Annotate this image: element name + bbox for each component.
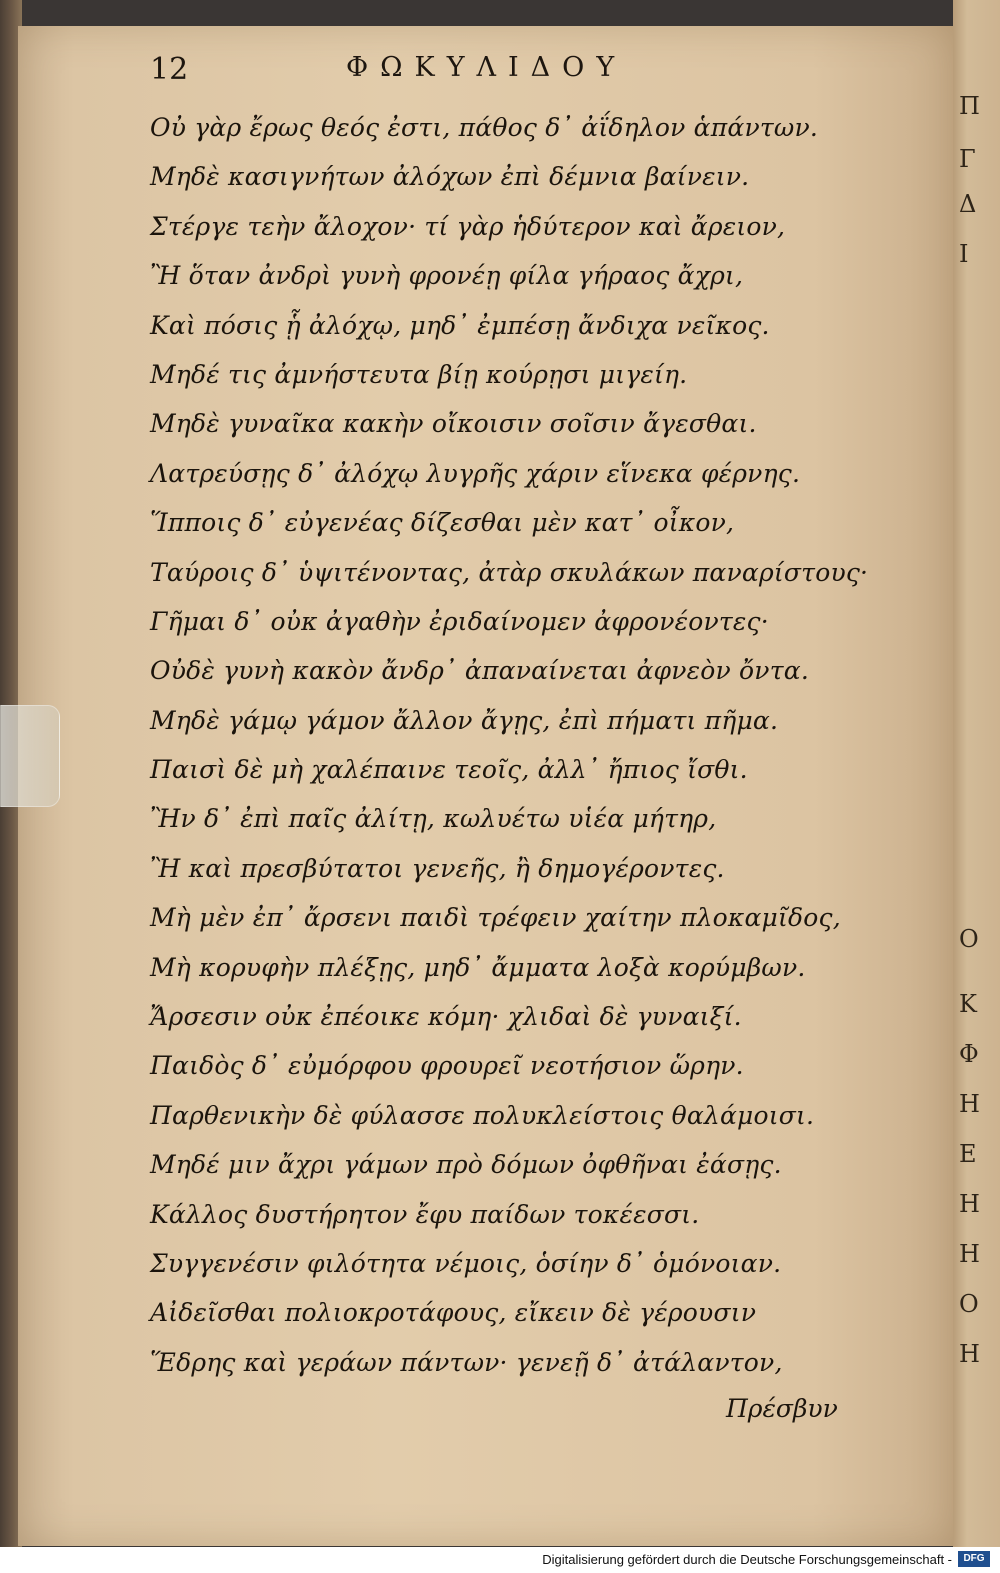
- verse-line: Παισὶ δὲ μὴ χαλέπαινε τεοῖς, ἀλλ᾽ ἤπιος ἴσθι.: [150, 755, 748, 785]
- verse-line: Μηδὲ γυναῖκα κακὴν οἴκοισιν σοῖσιν ἄγεσθαι.: [150, 409, 757, 439]
- facing-page-glyph: Γ: [959, 145, 976, 173]
- verse-line: Ἵπποις δ᾽ εὐγενέας δίζεσθαι μὲν κατ᾽ οἶκον,: [150, 508, 735, 538]
- verse-line: Παιδὸς δ᾽ εὐμόρφου φρουρεῖ νεοτήσιον ὥρην.: [150, 1051, 744, 1081]
- facing-page-glyph: Π: [959, 92, 980, 120]
- funding-credit: Digitalisierung gefördert durch die Deutsche Forschungsgemeinschaft -: [542, 1552, 952, 1567]
- verse-line: Ἢ καὶ πρεσβύτατοι γενεῆς, ἢ δημογέροντες.: [150, 853, 725, 883]
- running-head: ΦΩΚΥΛΙΔΟΥ: [346, 52, 627, 83]
- facing-page-glyph: Ο: [959, 1290, 979, 1318]
- page-number: 12: [150, 52, 189, 87]
- facing-page-glyph: Δ: [959, 190, 977, 218]
- verse-line: Συγγενέσιν φιλότητα νέμοις, ὁσίην δ᾽ ὁμόνοιαν.: [150, 1248, 782, 1278]
- verse-line: Μηδὲ γάμῳ γάμον ἄλλον ἄγῃς, ἐπὶ πήματι πῆμα.: [150, 705, 779, 735]
- verse-line: Λατρεύσῃς δ᾽ ἀλόχῳ λυγρῆς χάριν εἵνεκα φέρνης.: [150, 458, 801, 488]
- facing-page-edge: [953, 0, 1000, 1547]
- facing-page-glyph: Ι: [959, 240, 969, 268]
- facing-page-glyph: Φ: [959, 1040, 979, 1068]
- facing-page-glyph: Η: [959, 1340, 980, 1368]
- page-clip: [0, 705, 60, 807]
- verse-line: Μηδέ τις ἀμνήστευτα βίῃ κούρῃσι μιγείη.: [150, 359, 688, 389]
- verse-lines: [150, 103, 870, 1387]
- facing-page-glyph: Η: [959, 1090, 980, 1118]
- verse-line: Οὐ γὰρ ἔρως θεός ἐστι, πάθος δ᾽ ἀΐδηλον ἁπάντων.: [150, 113, 818, 142]
- page-header: [150, 50, 710, 96]
- facing-page-glyph: Ο: [959, 925, 979, 953]
- verse-line: Μηδέ μιν ἄχρι γάμων πρὸ δόμων ὀφθῆναι ἐάσῃς.: [150, 1150, 782, 1180]
- verse-line: Ἢ ὅταν ἀνδρὶ γυνὴ φρονέῃ φίλα γήραος ἄχρι,: [150, 261, 744, 291]
- facing-page-glyph: Κ: [959, 990, 977, 1018]
- verse-line: Κάλλος δυστήρητον ἔφυ παίδων τοκέεσσι.: [150, 1199, 700, 1229]
- verse-line: Στέργε τεὴν ἄλοχον· τί γὰρ ἡδύτερον καὶ ἄρειον,: [150, 211, 786, 241]
- verse-line: Μὴ κορυφὴν πλέξῃς, μηδ᾽ ἄμματα λοξὰ κορύμβων.: [150, 952, 806, 982]
- verse-line: Μὴ μὲν ἐπ᾽ ἄρσενι παιδὶ τρέφειν χαίτην πλοκαμῖδος,: [150, 903, 841, 933]
- verse-line: Παρθενικὴν δὲ φύλασσε πολυκλείστοις θαλάμοισι.: [150, 1100, 815, 1130]
- footer-bar: [0, 1547, 1000, 1573]
- verse-line: Καὶ πόσις ᾗ ἀλόχῳ, μηδ᾽ ἐμπέσῃ ἄνδιχα νεῖκος.: [150, 310, 770, 340]
- verse-line: Ἄρσεσιν οὐκ ἐπέοικε κόμη· χλιδαὶ δὲ γυναιξί.: [150, 1002, 742, 1032]
- verse-line: Αἰδεῖσθαι πολιοκροτάφους, εἴκειν δὲ γέρουσιν: [150, 1298, 757, 1328]
- verse-line: Μηδὲ κασιγνήτων ἀλόχων ἐπὶ δέμνια βαίνειν.: [150, 162, 750, 192]
- dfg-logo: DFG: [958, 1551, 990, 1567]
- facing-page-glyph: Ε: [959, 1140, 977, 1168]
- verse-line: Ταύροις δ᾽ ὑψιτένοντας, ἀτὰρ σκυλάκων παναρίστους·: [150, 557, 869, 587]
- verse-line: Γῆμαι δ᾽ οὐκ ἀγαθὴν ἐριδαίνομεν ἀφρονέοντες·: [150, 606, 769, 636]
- facing-page-glyph: Η: [959, 1190, 980, 1218]
- verse-line: Ἢν δ᾽ ἐπὶ παῖς ἀλίτῃ, κωλυέτω υἱέα μήτηρ,: [150, 804, 717, 834]
- verse-line: Ἕδρης καὶ γεράων πάντων· γενεῇ δ᾽ ἀτάλαντον,: [150, 1347, 783, 1377]
- catchword: Πρέσβυν: [726, 1394, 838, 1423]
- facing-page-glyph: Η: [959, 1240, 980, 1268]
- verse-line: Οὐδὲ γυνὴ κακὸν ἄνδρ᾽ ἀπαναίνεται ἀφνεὸν ὄντα.: [150, 656, 809, 686]
